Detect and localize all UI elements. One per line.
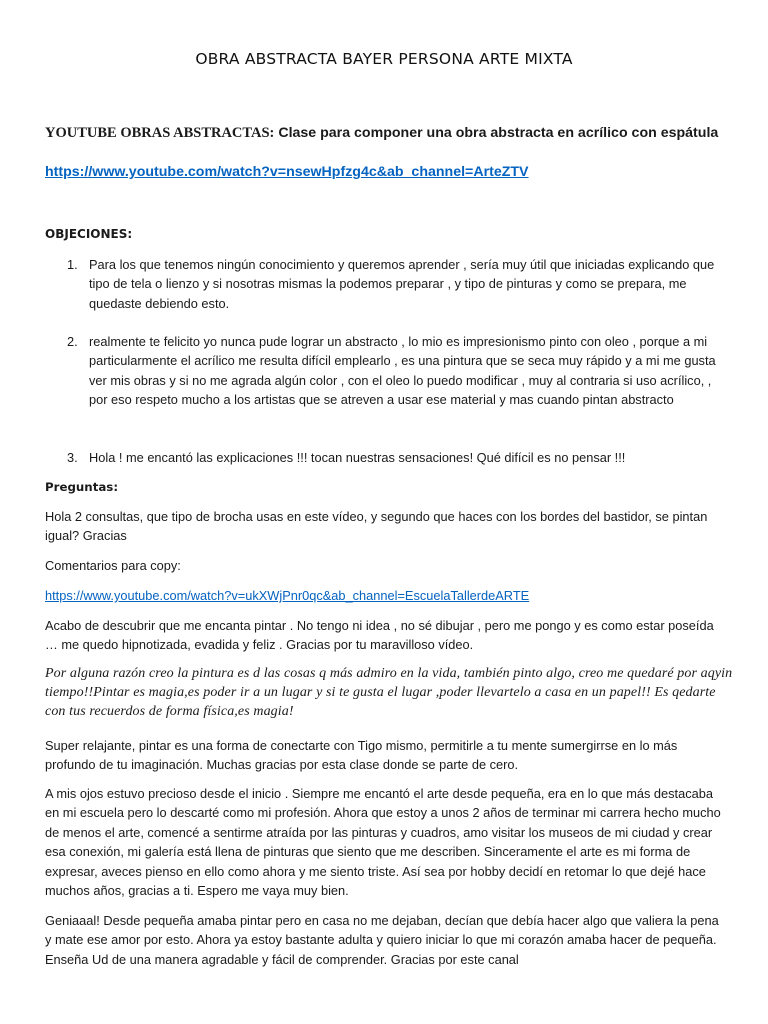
comentarios-label: Comentarios para copy: [45, 558, 181, 573]
comment-paragraph: A mis ojos estuvo precioso desde el inicio . Siempre me encantó el arte desde pequeña, era en lo que más destacaba en mi escuela pero lo descarté como mi profesión. Ahora que estoy a unos 2 años de terminar mi carrera hecho mucho de menos el arte, comencé a sentirme atraída por las pinturas y cuadros, amo visitar los museos de mi ciudad y crear esa conexión, mi galería está llena de pinturas que siento que me describen. Sinceramente el arte es mi forma de expresar, aveces pienso en ello como ahora y me siento triste. Así sea por hobby decidí en retomar lo que dejé hace muchos años, gracias a ti. Espero me vaya muy bien. [45, 786, 721, 899]
comment-paragraph: Geniaaal! Desde pequeña amaba pintar pero en casa no me dejaban, decían que debía hacer algo que valiera la pena y mate ese amor por esto. Ahora ya estoy bastante adulta y quiero iniciar lo que mi corazón amaba hacer de pequeña. Enseña Ud de una manera agradable y fácil de comprender. Gracias por este canal [45, 913, 719, 967]
youtube-link-2-text[interactable]: https://www.youtube.com/watch?v=ukXWjPnr0qc&ab_channel=EscuelaTallerdeARTE [45, 588, 530, 603]
youtube-label: YOUTUBE OBRAS ABSTRACTAS: [45, 125, 275, 141]
comment-paragraph-handwritten: Por alguna razón creo la pintura es d las cosas q más admiro en la vida, también pinto algo, creo me quedaré por aqyin tiempo!!Pintar es magia,es poder ir a un lugar y si te gusta el lugar ,poder llevartelo a casa en un papel!! Es qedarte con tus recuerdos de forma física,es magia! [45, 666, 733, 719]
youtube-link-1-text[interactable]: https://www.youtube.com/watch?v=nsewHpfzg4c&ab_channel=ArteZTV [45, 164, 529, 180]
youtube-heading [45, 123, 725, 143]
comment-paragraph: Super relajante, pintar es una forma de conectarte con Tigo mismo, permitirle a tu mente sumergirrse en lo más profundo de tu imaginación. Muchas gracias por esta clase donde se parte de cero. [45, 738, 678, 773]
preguntas-heading: Preguntas: [45, 480, 119, 494]
page-title: OBRA ABSTRACTA BAYER PERSONA ARTE MIXTA [195, 50, 573, 68]
youtube-class-title: Clase para componer una obra abstracta en acrílico con espátula [274, 125, 719, 141]
objeciones-heading: OBJECIONES: [45, 227, 133, 241]
list-item-text: realmente te felicito yo nunca pude lograr un abstracto , lo mio es impresionismo pinto con oleo , porque a mi particularmente el acrílico me resulta difícil emplearlo , es una pintura que se seca muy rápido y a mi me gusta ver mis obras y si no me agrada algún color , con el oleo lo puedo modificar , muy al contraria si uso acrílico, , por eso respeto mucho a los artistas que se atreven a usar ese material y mas cuando pintan abstracto [89, 334, 716, 408]
list-item-number: 3. [67, 450, 78, 465]
list-item-text: Hola ! me encantó las explicaciones !!! tocan nuestras sensaciones! Qué difícil es no pensar !!! [89, 450, 626, 465]
list-item-number: 1. [67, 257, 78, 272]
list-item-text: Para los que tenemos ningún conocimiento y queremos aprender , sería muy útil que iniciadas explicando que tipo de tela o lienzo y si nosotras mismas la podemos preparar , y tipo de pinturas y como se prepara, me quedaste debiendo esto. [89, 257, 715, 311]
preguntas-text: Hola 2 consultas, que tipo de brocha usas en este vídeo, y segundo que haces con los bordes del bastidor, se pintan igual? Gracias [45, 509, 708, 544]
youtube-link-2[interactable] [45, 586, 725, 605]
comment-paragraph: Acabo de descubrir que me encanta pintar . No tengo ni idea , no sé dibujar , pero me pongo y es como estar poseída … me quedo hipnotizada, evadida y feliz . Gracias por tu maravilloso vídeo. [45, 618, 714, 653]
youtube-link-1[interactable] [45, 164, 529, 180]
list-item-number: 2. [67, 334, 78, 349]
